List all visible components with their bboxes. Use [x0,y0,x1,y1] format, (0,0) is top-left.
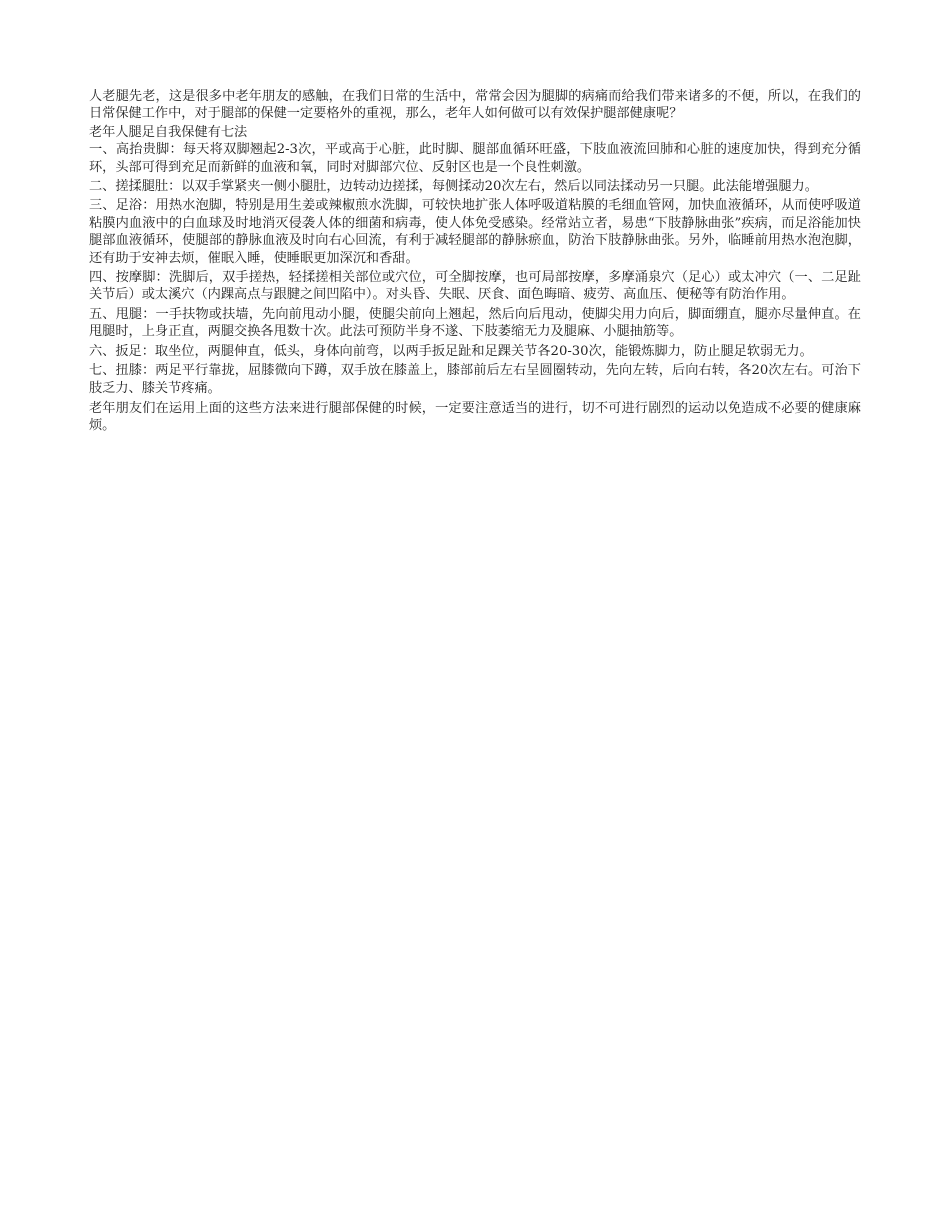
method-3-paragraph: 三、足浴：用热水泡脚，特别是用生姜或辣椒煎水洗脚，可较快地扩张人体呼吸道粘膜的毛细血管网，加快血液循环，从而使呼吸道粘膜内血液中的白血球及时地消灭侵袭人体的细菌和病毒，使人体免受感染。经常站立者，易患“下肢静脉曲张”疾病，而足浴能加快腿部血液循环，使腿部的静脉血液及时向右心回流，有利于减轻腿部的静脉瘀血，防治下肢静脉曲张。另外，临睡前用热水泡泡脚，还有助于安神去烦，催眠入睡，使睡眠更加深沉和香甜。 [89,198,861,266]
method-1-paragraph: 一、高抬贵脚：每天将双脚翘起2-3次，平或高于心脏，此时脚、腿部血循环旺盛，下肢血液流回肺和心脏的速度加快，得到充分循环，头部可得到充足而新鲜的血液和氧，同时对脚部穴位、反射区也是一个良性刺激。 [89,142,861,175]
section-heading: 老年人腿足自我保健有七法 [89,124,248,140]
document-body [89,88,861,435]
method-7-paragraph: 七、扭膝：两足平行靠拢，屈膝微向下蹲，双手放在膝盖上，膝部前后左右呈圆圈转动，先向左转，后向右转，各20次左右。可治下肢乏力、膝关节疼痛。 [89,363,861,396]
method-4-paragraph: 四、按摩脚：洗脚后，双手搓热，轻揉搓相关部位或穴位，可全脚按摩，也可局部按摩，多摩涌泉穴（足心）或太冲穴（一、二足趾关节后）或太溪穴（内踝高点与跟腱之间凹陷中）。对头昏、失眠、厌食、面色晦暗、疲劳、高血压、便秘等有防治作用。 [89,270,861,303]
method-6-paragraph: 六、扳足：取坐位，两腿伸直，低头，身体向前弯，以两手扳足趾和足踝关节各20-30次，能锻炼脚力，防止腿足软弱无力。 [89,343,813,359]
intro-paragraph: 人老腿先老，这是很多中老年朋友的感触，在我们日常的生活中，常常会因为腿脚的病痛而给我们带来诸多的不便，所以，在我们的日常保健工作中，对于腿部的保健一定要格外的重视，那么，老年人如何做可以有效保护腿部健康呢？ [89,89,861,122]
method-5-paragraph: 五、甩腿：一手扶物或扶墙，先向前甩动小腿，使腿尖前向上翘起，然后向后甩动，使脚尖用力向后，脚面绷直，腿亦尽量伸直。在甩腿时，上身正直，两腿交换各甩数十次。此法可预防半身不遂、下肢萎缩无力及腿麻、小腿抽筋等。 [89,306,861,340]
closing-paragraph: 老年朋友们在运用上面的这些方法来进行腿部保健的时候，一定要注意适当的进行，切不可进行剧烈的运动以免造成不必要的健康麻烦。 [89,400,861,434]
method-2-paragraph: 二、搓揉腿肚：以双手掌紧夹一侧小腿肚，边转动边搓揉，每侧揉动20次左右，然后以同法揉动另一只腿。此法能增强腿力。 [89,179,818,195]
